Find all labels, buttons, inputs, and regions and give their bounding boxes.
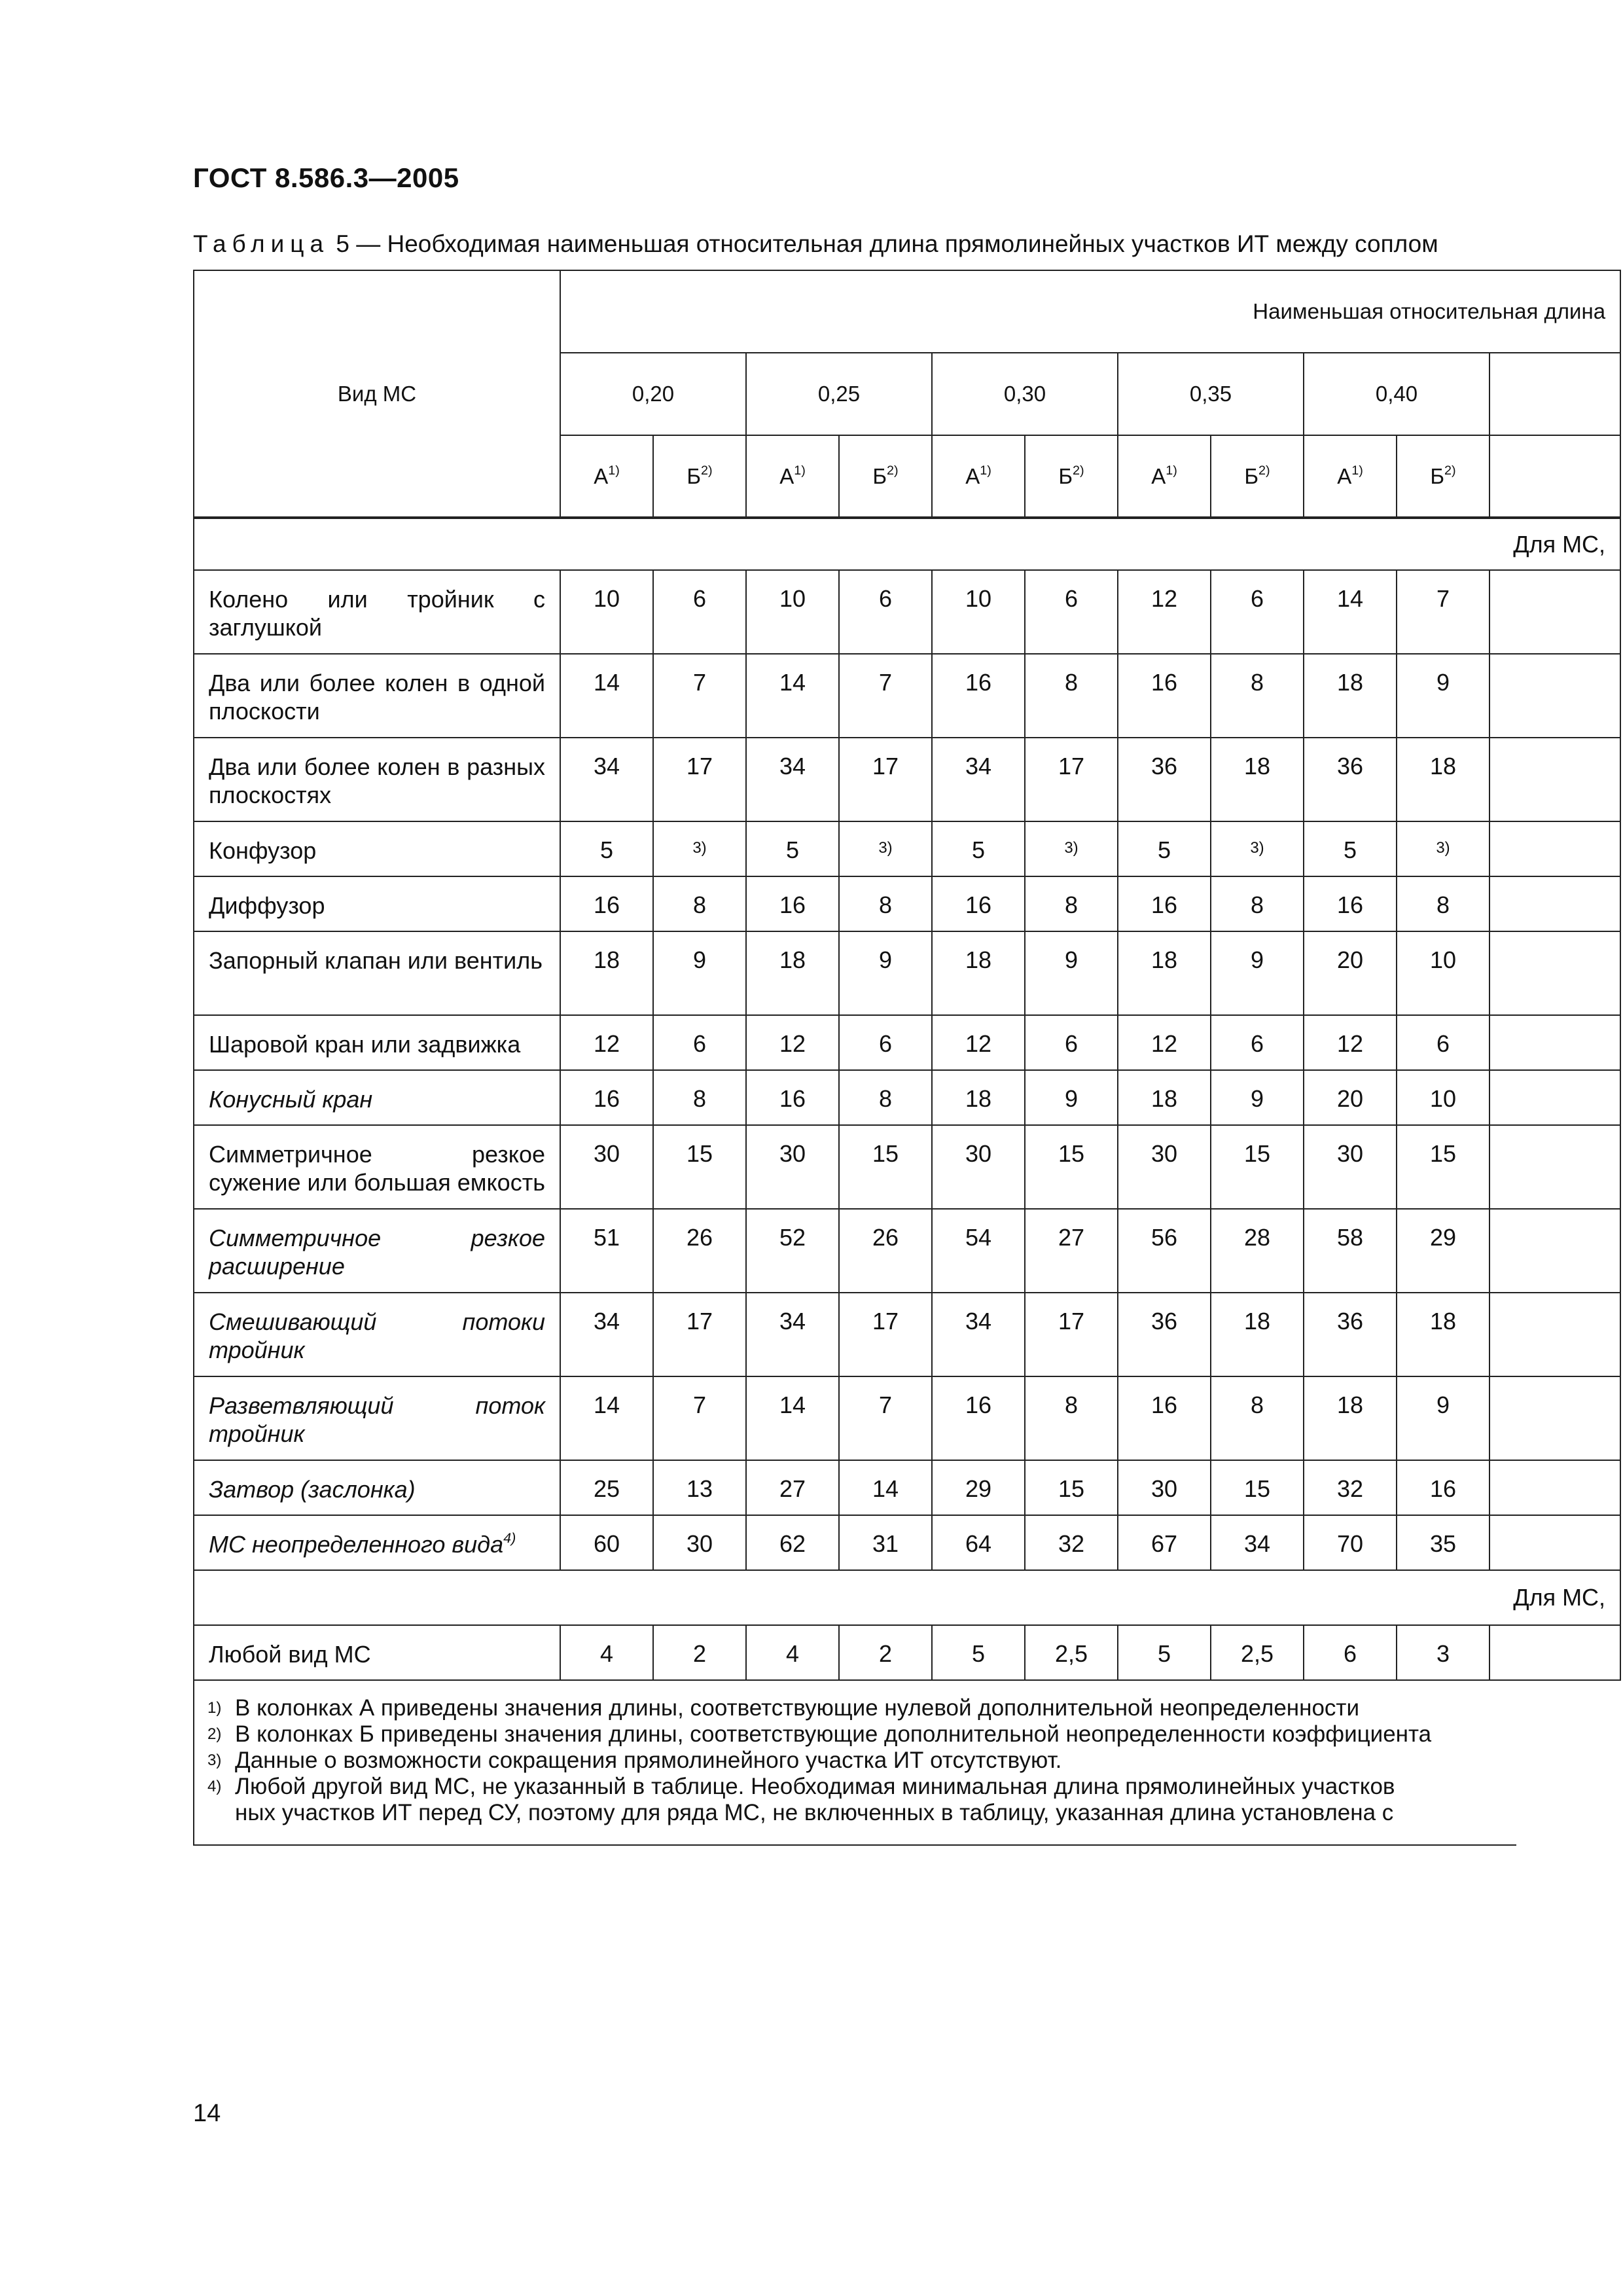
vid-ms-header: Вид МС — [194, 270, 560, 518]
value-cell: 14 — [560, 1376, 653, 1460]
value-cell: 15 — [1211, 1125, 1304, 1209]
clipped-cell — [1489, 1015, 1620, 1070]
value-cell: 9 — [1025, 1070, 1118, 1125]
row-name — [194, 1376, 560, 1460]
footnote-line — [207, 1695, 1359, 1721]
value-cell: 14 — [746, 1376, 839, 1460]
row-name — [194, 821, 560, 876]
value-cell: 18 — [1211, 738, 1304, 821]
value-cell: 16 — [1118, 654, 1211, 738]
value-cell: 8 — [653, 876, 746, 931]
value-cell: 12 — [746, 1015, 839, 1070]
table-row — [194, 738, 1620, 821]
value-cell: 5 — [1118, 821, 1211, 876]
footnote-ref-cell: 3) — [653, 821, 746, 876]
footnote-line — [207, 1721, 1431, 1748]
col-a-header — [1304, 435, 1397, 518]
row-name-text: Конфузор — [209, 837, 317, 864]
value-cell: 5 — [1304, 821, 1397, 876]
document-code: ГОСТ 8.586.3—2005 — [193, 162, 459, 193]
footnote-ref-cell: 3) — [1397, 821, 1489, 876]
value-cell: 34 — [746, 1293, 839, 1376]
sub-label: Б — [1430, 463, 1445, 488]
value-cell: 29 — [1397, 1209, 1489, 1293]
value-cell: 9 — [839, 931, 932, 1015]
value-cell: 34 — [932, 738, 1025, 821]
value-cell: 20 — [1304, 1070, 1397, 1125]
value-cell: 6 — [1211, 570, 1304, 654]
col-b-header — [839, 435, 932, 518]
clipped-cell — [1489, 1293, 1620, 1376]
footnote-text: В колонках Б приведены значения длины, соответствующие дополнительной неопределенности коэффициента — [235, 1721, 1432, 1747]
value-cell: 18 — [1304, 1376, 1397, 1460]
value-cell: 8 — [1397, 876, 1489, 931]
beta-header-clipped — [1489, 353, 1620, 435]
clipped-cell — [1489, 1125, 1620, 1209]
table-row — [194, 931, 1620, 1015]
sub-label: Б — [1244, 463, 1259, 488]
value-cell: 15 — [839, 1125, 932, 1209]
footnote-text: ных участков ИТ перед СУ, поэтому для ряда МС, не включенных в таблицу, указанная длина установлена с — [235, 1800, 1394, 1825]
value-cell: 8 — [839, 876, 932, 931]
value-cell: 25 — [560, 1460, 653, 1515]
sub-header-clipped — [1489, 435, 1620, 518]
clipped-cell — [1489, 821, 1620, 876]
footnote-mark: 1) — [608, 463, 620, 478]
clipped-cell — [1489, 654, 1620, 738]
section-label: Для МС, — [194, 518, 1620, 570]
value-cell: 64 — [932, 1515, 1025, 1570]
value-cell: 9 — [1397, 1376, 1489, 1460]
table-row — [194, 1460, 1620, 1515]
value-cell: 31 — [839, 1515, 932, 1570]
beta-header: 0,35 — [1118, 353, 1304, 435]
value-cell: 5 — [932, 821, 1025, 876]
value-cell: 18 — [1397, 1293, 1489, 1376]
clipped-cell — [1489, 1376, 1620, 1460]
value-cell: 34 — [932, 1293, 1025, 1376]
value-cell: 2 — [653, 1625, 746, 1680]
clipped-cell — [1489, 1515, 1620, 1570]
value-cell: 16 — [746, 876, 839, 931]
clipped-cell — [1489, 876, 1620, 931]
value-cell: 18 — [932, 1070, 1025, 1125]
row-name-text: Шаровой кран или задвижка — [209, 1031, 521, 1058]
value-cell: 34 — [746, 738, 839, 821]
footnote-marker: 1) — [207, 1699, 222, 1717]
clipped-cell — [1489, 1625, 1620, 1680]
value-cell: 17 — [1025, 1293, 1118, 1376]
value-cell: 16 — [1118, 876, 1211, 931]
col-a-header — [746, 435, 839, 518]
row-name — [194, 876, 560, 931]
sub-label: А — [1337, 463, 1352, 488]
footnote-ref-cell: 3) — [839, 821, 932, 876]
value-cell: 6 — [653, 1015, 746, 1070]
value-cell: 4 — [560, 1625, 653, 1680]
value-cell: 10 — [1397, 931, 1489, 1015]
value-cell: 36 — [1304, 1293, 1397, 1376]
value-cell: 3 — [1397, 1625, 1489, 1680]
footnote-mark: 2) — [1258, 463, 1270, 478]
value-cell: 17 — [1025, 738, 1118, 821]
value-cell: 8 — [653, 1070, 746, 1125]
value-cell: 10 — [1397, 1070, 1489, 1125]
col-b-header — [1211, 435, 1304, 518]
value-cell: 17 — [839, 738, 932, 821]
table-row — [194, 1625, 1620, 1680]
value-cell: 9 — [1211, 1070, 1304, 1125]
row-name: Любой вид МС — [194, 1625, 560, 1680]
value-cell: 5 — [932, 1625, 1025, 1680]
sub-label: А — [779, 463, 794, 488]
value-cell: 2,5 — [1211, 1625, 1304, 1680]
value-cell: 16 — [1304, 876, 1397, 931]
value-cell: 56 — [1118, 1209, 1211, 1293]
caption-text: 5 — Необходимая наименьшая относительная длина прямолинейных участков ИТ между соплом — [336, 230, 1438, 257]
value-cell: 51 — [560, 1209, 653, 1293]
value-cell: 2 — [839, 1625, 932, 1680]
row-name — [194, 1125, 560, 1209]
sub-label: А — [594, 463, 609, 488]
section-label: Для МС, — [194, 1570, 1620, 1625]
value-cell: 18 — [1118, 931, 1211, 1015]
table-caption — [193, 230, 1438, 258]
value-cell: 32 — [1025, 1515, 1118, 1570]
value-cell: 52 — [746, 1209, 839, 1293]
table-row — [194, 570, 1620, 654]
row-name-text: Симметричное резкое сужение или большая емкость — [209, 1141, 545, 1196]
row-name-text: Затвор (заслонка) — [209, 1476, 416, 1503]
value-cell: 34 — [560, 738, 653, 821]
value-cell: 26 — [839, 1209, 932, 1293]
page-number: 14 — [193, 2100, 221, 2127]
value-cell: 36 — [1118, 1293, 1211, 1376]
value-cell: 16 — [560, 876, 653, 931]
table-row — [194, 1015, 1620, 1070]
value-cell: 14 — [1304, 570, 1397, 654]
sub-label: Б — [687, 463, 702, 488]
footnote-text: Данные о возможности сокращения прямолинейного участка ИТ отсутствуют. — [235, 1748, 1062, 1773]
value-cell: 16 — [932, 654, 1025, 738]
value-cell: 12 — [1118, 570, 1211, 654]
value-cell: 7 — [653, 1376, 746, 1460]
value-cell: 12 — [560, 1015, 653, 1070]
value-cell: 4 — [746, 1625, 839, 1680]
table-row — [194, 1070, 1620, 1125]
table-row — [194, 654, 1620, 738]
value-cell: 5 — [560, 821, 653, 876]
footnote-marker: 3) — [207, 1751, 222, 1769]
value-cell: 8 — [1025, 1376, 1118, 1460]
value-cell: 12 — [932, 1015, 1025, 1070]
value-cell: 54 — [932, 1209, 1025, 1293]
row-name-text: Симметричное резкое расширение — [209, 1225, 545, 1280]
value-cell: 16 — [932, 876, 1025, 931]
value-cell: 16 — [560, 1070, 653, 1125]
value-cell: 7 — [839, 654, 932, 738]
value-cell: 8 — [1025, 654, 1118, 738]
value-cell: 8 — [1025, 876, 1118, 931]
value-cell: 9 — [1025, 931, 1118, 1015]
value-cell: 6 — [653, 570, 746, 654]
col-a-header — [1118, 435, 1211, 518]
value-cell: 10 — [746, 570, 839, 654]
col-a-header — [932, 435, 1025, 518]
row-name — [194, 1015, 560, 1070]
row-name — [194, 1460, 560, 1515]
value-cell: 18 — [1397, 738, 1489, 821]
table-row — [194, 821, 1620, 876]
value-cell: 32 — [1304, 1460, 1397, 1515]
value-cell: 16 — [932, 1376, 1025, 1460]
row-name-text: Два или более колен в разных плоскостях — [209, 753, 545, 808]
value-cell: 30 — [1118, 1125, 1211, 1209]
table-row — [194, 876, 1620, 931]
value-cell: 2,5 — [1025, 1625, 1118, 1680]
value-cell: 15 — [1025, 1125, 1118, 1209]
value-cell: 36 — [1118, 738, 1211, 821]
caption-prefix: Таблица — [193, 230, 330, 257]
value-cell: 6 — [1397, 1015, 1489, 1070]
value-cell: 8 — [839, 1070, 932, 1125]
value-cell: 30 — [1118, 1460, 1211, 1515]
value-cell: 13 — [653, 1460, 746, 1515]
table-row — [194, 1125, 1620, 1209]
clipped-cell — [1489, 1460, 1620, 1515]
value-cell: 28 — [1211, 1209, 1304, 1293]
footnote-mark: 2) — [701, 463, 713, 478]
value-cell: 10 — [932, 570, 1025, 654]
value-cell: 30 — [560, 1125, 653, 1209]
value-cell: 34 — [560, 1293, 653, 1376]
value-cell: 7 — [1397, 570, 1489, 654]
beta-header: 0,25 — [746, 353, 932, 435]
col-b-header — [653, 435, 746, 518]
value-cell: 17 — [839, 1293, 932, 1376]
group-header: Наименьшая относительная длина — [560, 270, 1620, 353]
value-cell: 20 — [1304, 931, 1397, 1015]
length-table — [193, 270, 1621, 1681]
footnote-marker: 2) — [207, 1725, 222, 1743]
value-cell: 5 — [1118, 1625, 1211, 1680]
footnote-mark: 2) — [1073, 463, 1084, 478]
value-cell: 8 — [1211, 1376, 1304, 1460]
value-cell: 6 — [1211, 1015, 1304, 1070]
value-cell: 7 — [653, 654, 746, 738]
value-cell: 58 — [1304, 1209, 1397, 1293]
table-container — [193, 270, 1606, 1840]
footnote-ref-cell: 3) — [1025, 821, 1118, 876]
value-cell: 30 — [932, 1125, 1025, 1209]
clipped-cell — [1489, 738, 1620, 821]
value-cell: 14 — [560, 654, 653, 738]
value-cell: 17 — [653, 1293, 746, 1376]
value-cell: 6 — [1304, 1625, 1397, 1680]
clipped-cell — [1489, 931, 1620, 1015]
row-name — [194, 570, 560, 654]
col-b-header — [1397, 435, 1489, 518]
value-cell: 16 — [746, 1070, 839, 1125]
value-cell: 6 — [839, 570, 932, 654]
beta-header: 0,20 — [560, 353, 746, 435]
col-b-header — [1025, 435, 1118, 518]
value-cell: 14 — [746, 654, 839, 738]
beta-header: 0,30 — [932, 353, 1118, 435]
footnote-mark: 2) — [1444, 463, 1456, 478]
row-name-text: Смешивающий потоки тройник — [209, 1308, 545, 1363]
footnote-marker: 4) — [207, 1778, 222, 1795]
value-cell: 6 — [1025, 1015, 1118, 1070]
table-row — [194, 1376, 1620, 1460]
row-name — [194, 1070, 560, 1125]
value-cell: 18 — [560, 931, 653, 1015]
value-cell: 62 — [746, 1515, 839, 1570]
sub-label: Б — [1058, 463, 1073, 488]
value-cell: 12 — [1304, 1015, 1397, 1070]
row-name-text: Колено или тройник с заглушкой — [209, 586, 545, 641]
value-cell: 9 — [1397, 654, 1489, 738]
value-cell: 67 — [1118, 1515, 1211, 1570]
value-cell: 5 — [746, 821, 839, 876]
value-cell: 10 — [560, 570, 653, 654]
footnote-mark: 2) — [887, 463, 899, 478]
value-cell: 9 — [1211, 931, 1304, 1015]
value-cell: 30 — [1304, 1125, 1397, 1209]
clipped-cell — [1489, 1209, 1620, 1293]
footnote-mark: 1) — [1166, 463, 1177, 478]
value-cell: 29 — [932, 1460, 1025, 1515]
value-cell: 18 — [746, 931, 839, 1015]
value-cell: 12 — [1118, 1015, 1211, 1070]
value-cell: 7 — [839, 1376, 932, 1460]
footnote-line — [207, 1800, 1393, 1826]
value-cell: 60 — [560, 1515, 653, 1570]
value-cell: 30 — [653, 1515, 746, 1570]
value-cell: 35 — [1397, 1515, 1489, 1570]
table-row — [194, 1209, 1620, 1293]
row-name — [194, 654, 560, 738]
row-name-text: Диффузор — [209, 892, 325, 919]
clipped-cell — [1489, 1070, 1620, 1125]
footnote-text: В колонках А приведены значения длины, соответствующие нулевой дополнительной неопределенности — [235, 1695, 1359, 1721]
value-cell: 34 — [1211, 1515, 1304, 1570]
footnote-line — [207, 1748, 1061, 1774]
value-cell: 18 — [1304, 654, 1397, 738]
row-name-text: Два или более колен в одной плоскости — [209, 670, 545, 725]
value-cell: 15 — [1211, 1460, 1304, 1515]
footnote-mark: 4) — [503, 1530, 516, 1546]
value-cell: 15 — [653, 1125, 746, 1209]
row-name — [194, 1209, 560, 1293]
row-name — [194, 1293, 560, 1376]
sub-label: А — [1151, 463, 1166, 488]
row-name-text: Запорный клапан или вентиль — [209, 947, 543, 974]
footnote-ref-cell: 3) — [1211, 821, 1304, 876]
value-cell: 16 — [1118, 1376, 1211, 1460]
sub-label: А — [965, 463, 980, 488]
value-cell: 18 — [932, 931, 1025, 1015]
row-name-text: Конусный кран — [209, 1086, 373, 1113]
footnote-mark: 1) — [980, 463, 991, 478]
value-cell: 27 — [1025, 1209, 1118, 1293]
row-name — [194, 931, 560, 1015]
table-row — [194, 1293, 1620, 1376]
value-cell: 27 — [746, 1460, 839, 1515]
value-cell: 6 — [839, 1015, 932, 1070]
row-name — [194, 738, 560, 821]
value-cell: 14 — [839, 1460, 932, 1515]
value-cell: 17 — [653, 738, 746, 821]
value-cell: 18 — [1211, 1293, 1304, 1376]
footnote-mark: 1) — [794, 463, 806, 478]
footnote-mark: 1) — [1351, 463, 1363, 478]
value-cell: 26 — [653, 1209, 746, 1293]
footnote-text: Любой другой вид МС, не указанный в таблице. Необходимая минимальная длина прямолинейных участков — [235, 1774, 1395, 1799]
table-row — [194, 1515, 1620, 1570]
clipped-cell — [1489, 570, 1620, 654]
sub-label: Б — [872, 463, 887, 488]
value-cell: 9 — [653, 931, 746, 1015]
value-cell: 8 — [1211, 876, 1304, 931]
row-name-text: МС неопределенного вида — [209, 1531, 504, 1558]
value-cell: 70 — [1304, 1515, 1397, 1570]
footnotes — [193, 1681, 1516, 1846]
row-name-text: Разветвляющий поток тройник — [209, 1392, 545, 1447]
value-cell: 15 — [1025, 1460, 1118, 1515]
col-a-header — [560, 435, 653, 518]
value-cell: 18 — [1118, 1070, 1211, 1125]
value-cell: 36 — [1304, 738, 1397, 821]
value-cell: 30 — [746, 1125, 839, 1209]
footnote-line — [207, 1774, 1395, 1800]
value-cell: 15 — [1397, 1125, 1489, 1209]
value-cell: 16 — [1397, 1460, 1489, 1515]
beta-header: 0,40 — [1304, 353, 1489, 435]
value-cell: 6 — [1025, 570, 1118, 654]
row-name — [194, 1515, 560, 1570]
value-cell: 8 — [1211, 654, 1304, 738]
